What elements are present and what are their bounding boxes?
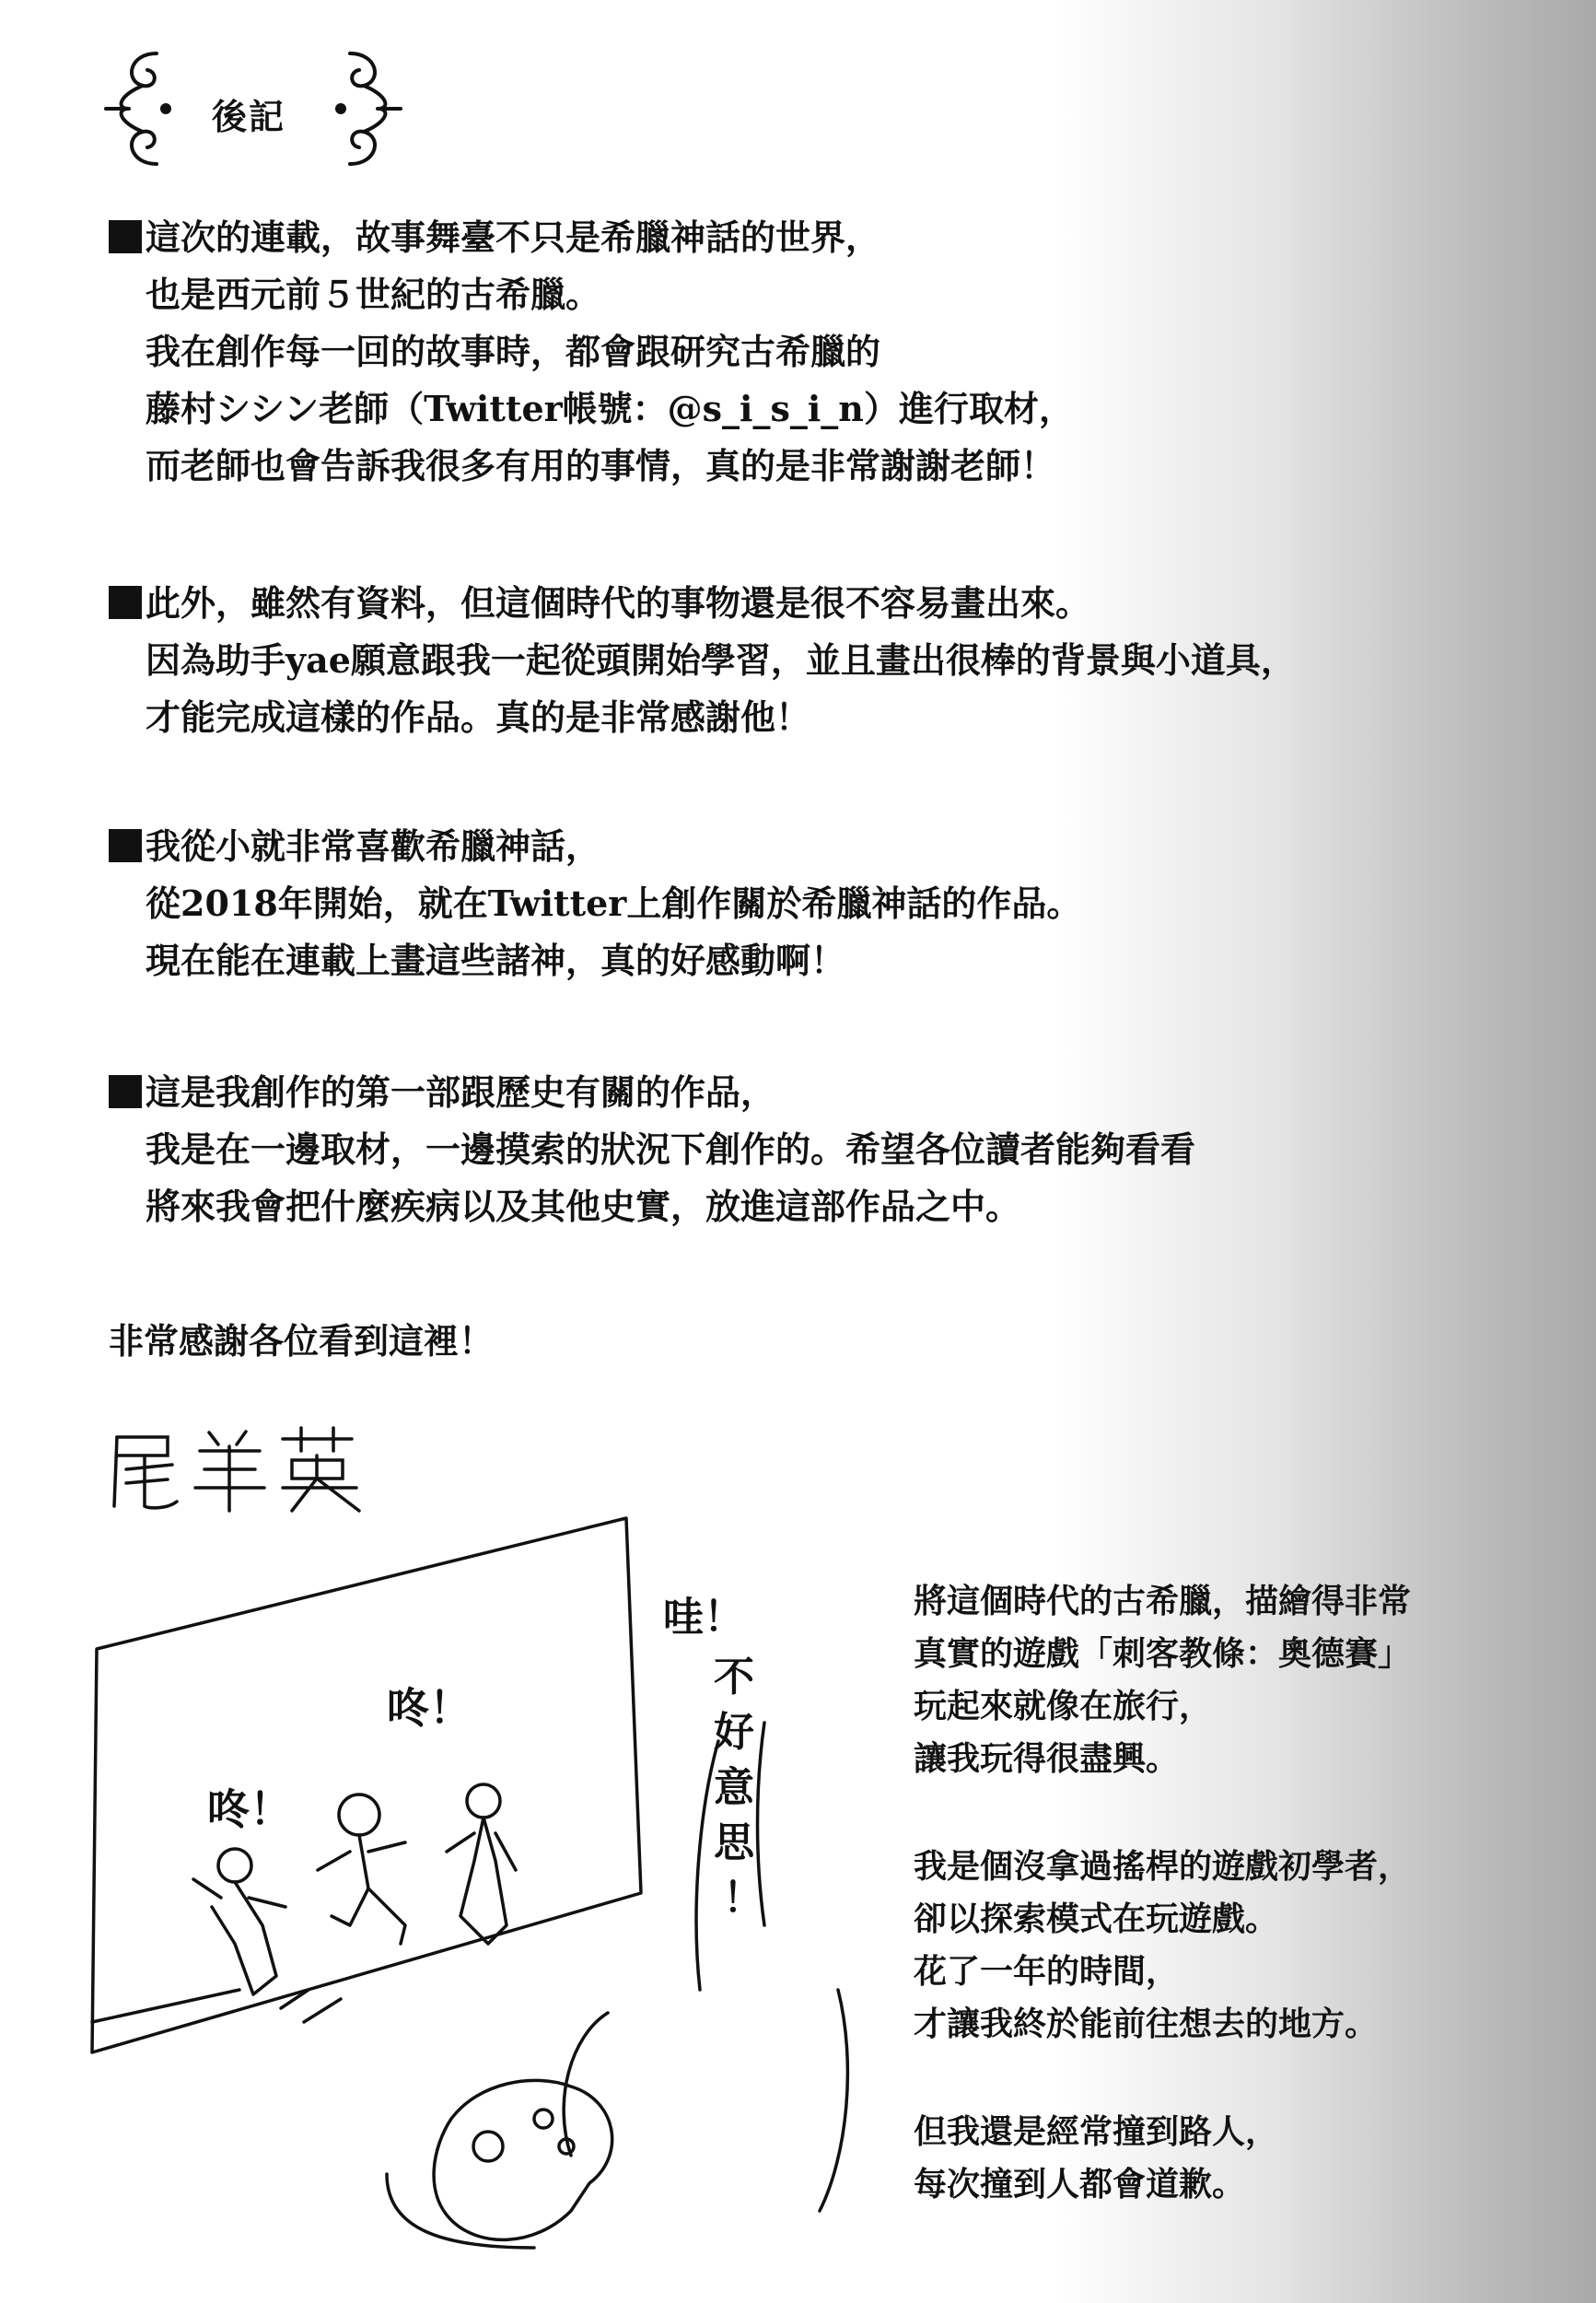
paragraph-1 <box>109 209 1398 495</box>
bullet-square-icon <box>109 1075 142 1108</box>
side-note-line: 玩起來就像在旅行， <box>914 1687 1213 1725</box>
game-illustration <box>55 1511 893 2257</box>
afterword-header <box>101 44 405 182</box>
paragraph-line: 此外，雖然有資料，但這個時代的事物還是很不容易畫出來。 <box>146 582 1091 624</box>
side-note-line: 卻以探索模式在玩遊戲。 <box>914 1900 1279 1938</box>
side-note-line: 將這個時代的古希臘，描繪得非常 <box>914 1582 1412 1620</box>
tv-screen-outline <box>92 1518 641 2052</box>
paragraph-line: 這是我創作的第一部跟歷史有關的作品， <box>146 1071 776 1113</box>
bullet-square-icon <box>109 829 142 862</box>
bullet-square-icon <box>109 220 142 253</box>
sfx-text: 咚！ <box>207 1784 292 1834</box>
side-note <box>914 1575 1577 2211</box>
paragraph-line: 才能完成這樣的作品。真的是非常感謝他！ <box>146 696 811 738</box>
side-note-line: 讓我玩得很盡興。 <box>914 1739 1180 1778</box>
side-note-line: 才讓我終於能前往想去的地方。 <box>914 2005 1379 2043</box>
bullet-square-icon <box>109 586 142 619</box>
paragraph-line: 因為助手yae願意跟我一起從頭開始學習，並且畫出很棒的背景與小道具， <box>146 639 1296 681</box>
paragraph-line: 從2018年開始，就在Twitter上創作關於希臘神話的作品。 <box>146 883 1082 924</box>
speech-text: 好 <box>714 1709 754 1756</box>
side-note-line: 花了一年的時間， <box>914 1952 1180 1991</box>
author-signature <box>103 1419 370 1520</box>
side-note-line: 真實的遊戲「刺客教條：奧德賽」 <box>914 1634 1412 1673</box>
side-note-line: 我是個沒拿過搖桿的遊戲初學者， <box>914 1847 1412 1886</box>
paragraph-line: 也是西元前５世紀的古希臘。 <box>146 274 601 315</box>
paragraph-line: 藤村シシン老師（Twitter帳號：@s_i_s_i_n）進行取材， <box>146 388 1074 429</box>
closing-line: 非常感謝各位看到這裡！ <box>109 1320 495 1362</box>
paragraph-line: 我是在一邊取材，一邊摸索的狀況下創作的。希望各位讀者能夠看看 <box>146 1128 1196 1170</box>
speech-text: 意 <box>714 1764 754 1811</box>
page-title: 後記 <box>212 96 286 137</box>
paragraph-line: 現在能在連載上畫這些諸神，真的好感動啊！ <box>146 940 846 981</box>
speech-text: 哇！ <box>663 1594 744 1641</box>
speech-text: 思 <box>714 1819 754 1866</box>
paragraph-2 <box>109 575 1398 746</box>
paragraph-line: 這次的連載，故事舞臺不只是希臘神話的世界， <box>146 216 881 258</box>
speech-text: 不 <box>714 1654 754 1701</box>
paragraph-3 <box>109 818 1398 989</box>
paragraph-4 <box>109 1064 1398 1235</box>
scroll-flourish-icon <box>322 44 405 173</box>
sfx-text: 咚！ <box>387 1683 472 1733</box>
scroll-flourish-icon <box>101 44 184 173</box>
paragraph-line: 我在創作每一回的故事時，都會跟研究古希臘的 <box>146 331 881 372</box>
speech-text: ！ <box>723 1875 763 1922</box>
side-note-line: 但我還是經常撞到路人， <box>914 2112 1279 2151</box>
side-note-line: 每次撞到人都會道歉。 <box>914 2165 1246 2204</box>
paragraph-line: 而老師也會告訴我很多有用的事情，真的是非常謝謝老師！ <box>146 445 1056 486</box>
paragraph-line: 我從小就非常喜歡希臘神話， <box>146 825 601 867</box>
paragraph-line: 將來我會把什麼疾病以及其他史實，放進這部作品之中。 <box>146 1186 1021 1227</box>
